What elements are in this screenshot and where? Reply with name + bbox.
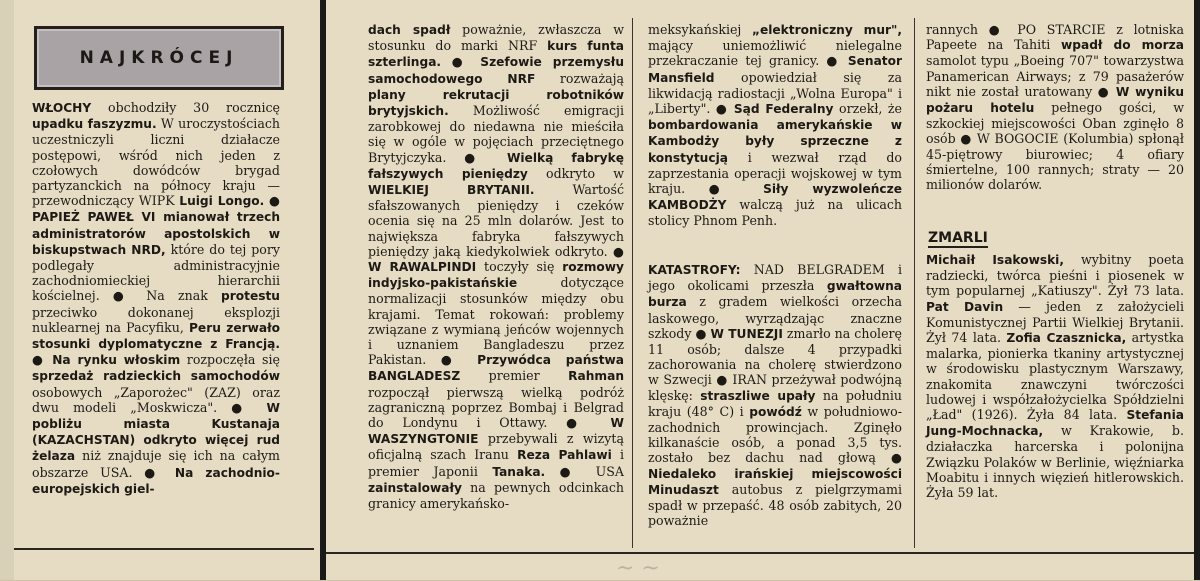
bold-text-run: sprzedaż radzieckich samochodów xyxy=(32,369,280,384)
text-run: walczą już na ulicach stolicy Phnom Penh. xyxy=(648,197,902,229)
text-run: samolot typu „Boeing 707" towarzystwa Panamerican Airways; z 79 pasażerów nikt nie został uratowany ● xyxy=(926,53,1184,99)
text-run: rozważają xyxy=(535,70,624,86)
bold-text-run: Zofia Czasznicka, xyxy=(1006,331,1127,346)
bold-text-run: Na rynku włoskim xyxy=(52,353,181,368)
text-run: niż znajduje się ich na całym obszarze USA. ● xyxy=(32,448,280,480)
bold-text-run: WIELKIEJ BRYTANII. xyxy=(368,183,535,198)
page-edge-left xyxy=(0,0,14,580)
text-run: ● xyxy=(441,54,481,70)
bold-text-run: upadku faszyzmu. xyxy=(32,117,157,132)
bold-text-run: powódź xyxy=(749,404,802,419)
bold-text-run: Peru zerwało stosunki dyplomatyczne z Francją. xyxy=(32,320,280,352)
text-run: zmarło na cholerę 11 osób; dalsze 4 przypadki zachorowania na cholerę stwierdzono w Szwecji ● IRAN przeżywał podwójną klęskę: xyxy=(648,325,903,403)
bold-text-run: gwałtowna burza xyxy=(648,279,902,310)
bold-text-run: W RAWALPINDI xyxy=(368,260,477,275)
article-column-1 xyxy=(32,100,280,497)
text-run: NAD BELGRADEM i jego okolicami przeszła xyxy=(648,262,902,294)
text-run: — jeden z założycieli Komunistycznej Partii Wielkiej Brytanii. Żył 74 lata. xyxy=(926,298,1184,346)
text-run: i premier Japonii xyxy=(368,447,625,479)
text-run: osobowych „Zaporożec" (ZAZ) oraz dwu modeli „Moskwicza". ● xyxy=(32,384,280,415)
bold-text-run: Reza Pahlawi xyxy=(517,448,612,463)
text-run: rannych ● PO STARCIE z lotniska Papeete na Tahiti xyxy=(926,22,1184,53)
bold-text-run: straszliwe upały xyxy=(700,388,816,403)
bold-text-run: Pat Davin xyxy=(926,299,1004,314)
text-run: na pewnych odcinkach granicy amerykańsko- xyxy=(368,479,624,512)
right-page xyxy=(326,0,1194,580)
bold-text-run: PAPIEŻ PAWEŁ VI mianował trzech administratorów apostolskich w biskupstwach NRD, xyxy=(32,210,280,257)
text-run: Możliwość emigracji zarobkowej do niedawna nie mieściła się w ogóle w pojęciach przeciętnego Brytyjczyka. ● xyxy=(368,103,624,165)
bold-text-run: Na zachodnio-europejskich giel- xyxy=(32,465,280,496)
text-run: z gradem wielkości orzecha laskowego, wyrządzając znaczne szkody ● xyxy=(648,294,902,341)
text-run: wybitny poeta radziecki, twórca pieśni i piosenek w tym popularnej „Katiuszy". Żył 73 lata. xyxy=(926,252,1184,299)
article-column-4-top xyxy=(926,22,1184,192)
text-run: które do tej pory podlegały administracyjnie zachodniomieckiej hierarchii kościelnej. ● Na znak xyxy=(32,241,280,304)
text-run: odkryto w xyxy=(527,165,624,181)
column-divider-2 xyxy=(914,18,915,548)
text-run: obchodziły 30 rocznicę xyxy=(91,100,280,115)
text-run: mający uniemożliwić nielegalne przekraczanie tej granicy. ● xyxy=(648,38,902,69)
bottom-rule-left xyxy=(14,548,314,550)
bold-text-run: dach spadł xyxy=(368,23,451,37)
page-edge-right xyxy=(1194,0,1200,580)
left-page xyxy=(14,0,320,580)
bottom-rule-right xyxy=(326,552,1194,554)
text-run: ● xyxy=(264,193,280,209)
bold-text-run: Przywódca państwa BANGLADESZ xyxy=(368,353,624,384)
bold-text-run: plany rekrutacji robotników brytyjskich. xyxy=(368,87,624,119)
column-divider-1 xyxy=(632,18,633,548)
bold-text-run: Szefowie przemysłu samochodowego NRF xyxy=(368,55,624,86)
bold-text-run: Wielką fabrykę fałszywych pieniędzy xyxy=(368,150,624,181)
bold-text-run: Michaił Isakowski, xyxy=(926,253,1064,267)
article-column-3-bottom xyxy=(648,262,902,528)
bold-text-run: Rahman xyxy=(568,369,624,384)
text-run: przebywali z wizytą oficjalną szach Iranu xyxy=(368,431,624,463)
text-run: rozpoczęła się xyxy=(180,352,280,368)
bold-text-run: WŁOCHY xyxy=(32,101,92,115)
bold-text-run: W WASZYNGTONIE xyxy=(368,416,624,447)
bold-text-run: Niedaleko irańskiej miejscowości Minudaszt xyxy=(648,466,902,497)
zmarli-wrap xyxy=(928,222,988,256)
text-run: autobus z pielgrzymami spadł w przepaść. 48 osób zabitych, 20 poważnie xyxy=(648,481,902,529)
text-run: dotyczące normalizacji stosunków między obu krajami. Temat rokowań: problemy związane z wymianą jeńców wojennych i uznaniem Bangladeszu przez Pakistan. ● xyxy=(368,275,624,368)
article-column-4-bottom xyxy=(926,252,1184,500)
text-run: orzekł, że xyxy=(833,101,902,117)
bold-text-run: bombardowania amerykańskie w Kambodży były sprzeczne z konstytucją xyxy=(648,118,902,165)
bold-text-run: wpadł do morza xyxy=(1061,38,1184,53)
bold-text-run: W wyniku pożaru hotelu xyxy=(926,84,1184,116)
article-column-2 xyxy=(368,22,624,511)
text-run: w Krakowie, b. działaczka harcerska i polonijna Związku Polaków w Berlinie, więźniarka Moabitu i innych więzień hitlerowskich. Żyła 59 lat. xyxy=(926,423,1184,501)
text-run: meksykańskiej xyxy=(648,22,752,37)
bold-text-run: Tanaka. xyxy=(492,464,546,479)
text-run: premier xyxy=(460,368,569,384)
bold-text-run: W pobliżu miasta Kustanaja (KAZACHSTAN) odkryto więcej rud żelaza xyxy=(32,400,280,464)
bold-text-run: W TUNEZJI xyxy=(710,326,783,341)
text-run: artystka malarka, pionierka tkaniny artystycznej w środowisku plastycznym Warszawy, znakomita znawczyni twórczości ludowej i współzałożycielka Spółdzielni „Ład" (1926). Żyła 84 lata. xyxy=(926,330,1185,423)
text-run: w południowo-zachodnich prowincjach. Zginęło kilkanaście osób, a ponad 3,5 tys. zostało bez dachu nad głową ● xyxy=(648,403,902,466)
text-run: W uroczystościach uczestniczyli liczni działacze postępowi, wśród nich jeden z czołowych dowódców brygad partyzanckich na północy kraju — przewodniczący WIPK xyxy=(32,116,280,209)
text-run: i wezwał rząd do zaprzestania operacji wojskowej w tym kraju. ● xyxy=(648,149,902,197)
text-run: Wartość sfałszowanych pieniędzy i czeków ocenia się na 25 mln dolarów. Jest to największa fabryka fałszywych pieniędzy jaką kiedykolwiek odkryto. ● xyxy=(368,182,625,259)
bold-text-run: zainstalowały xyxy=(368,480,462,495)
bold-text-run: Luigi Longo. xyxy=(179,194,265,209)
text-run: poważnie, zwłaszcza w stosunku do marki NRF xyxy=(368,22,624,54)
bold-text-run: protestu xyxy=(221,289,280,304)
pencil-mark: ~ ~ xyxy=(616,556,660,581)
bold-text-run: rozmowy indyjsko-pakistańskie xyxy=(368,260,624,291)
text-run: toczyły się xyxy=(476,259,563,275)
bold-text-run: Sąd Federalny xyxy=(733,102,834,117)
text-run: na południu kraju (48° C) i xyxy=(648,387,902,419)
bold-text-run: kurs funta szterlinga. xyxy=(368,39,624,70)
text-run: ● USA xyxy=(545,463,624,479)
text-run: pełnego gości, w szkockiej miejscowości Oban zginęło 8 osób ● W BOGOCIE (Kolumbia) spłonął 45-piętrowy biurowiec; 4 ofiary śmiertelne, 100 rannych; straty — 20 milionów dolarów. xyxy=(926,100,1184,193)
bold-text-run: Siły wyzwoleńcze KAMBODŻY xyxy=(648,182,902,213)
text-run: opowiedział się za likwidacją radiostacji „Wolna Europa" i „Liberty". ● xyxy=(648,69,902,117)
bold-text-run: KATASTROFY: xyxy=(648,263,741,277)
bold-text-run: Stefania Jung-Mochnacka, xyxy=(926,408,1184,439)
bold-text-run: Senator Mansfield xyxy=(648,54,902,85)
bold-text-run: „elektroniczny mur", xyxy=(751,23,902,37)
article-column-3-top xyxy=(648,22,902,229)
zmarli-heading: ZMARLI xyxy=(928,230,988,246)
text-run: ● xyxy=(32,352,53,368)
text-run: przeciwko dokonanej eksplozji nuklearnej na Pacyfiku, xyxy=(32,304,280,335)
text-run: rozpoczął pierwszą wielką podróż zagraniczną poprzez Bombaj i Belgrad do Londynu i Ottawy. ● xyxy=(368,384,624,431)
section-title-box xyxy=(34,26,284,90)
section-title: NAJKRÓCEJ xyxy=(79,48,239,68)
